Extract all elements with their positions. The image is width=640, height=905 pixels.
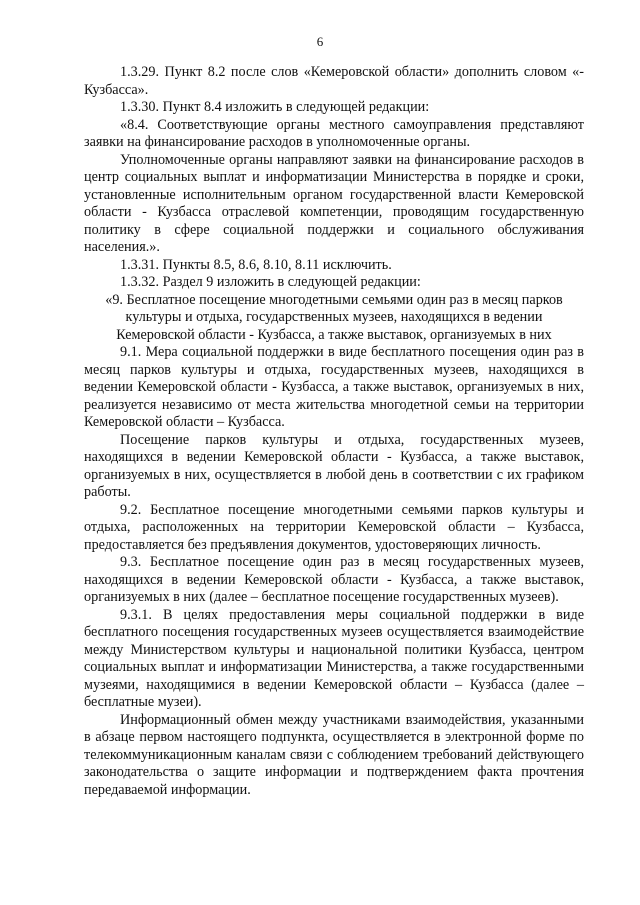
section-heading-line: культуры и отдыха, государственных музеев, находящихся в ведении (125, 309, 543, 325)
section-heading-line: «9. Бесплатное посещение многодетными семьями один раз в месяц парков (105, 291, 563, 308)
section-9-heading (84, 292, 584, 345)
paragraph-1-3-29: 1.3.29. Пункт 8.2 после слов «Кемеровской области» дополнить словом «- Кузбасса». (84, 64, 584, 98)
paragraph-information-exchange: Информационный обмен между участниками взаимодействия, указанными в абзаце первом настоящего подпункта, осуществляется в электронной форме по телекоммуникационным каналам связи с соблюдением требований действующего законодательства о защите информации и подтверждением факта прочтения передаваемой информации. (84, 711, 584, 798)
paragraph-9-3: 9.3. Бесплатное посещение один раз в месяц государственных музеев, находящихся в ведении Кемеровской области - Кузбасса, а также выставок, организуемых в них (далее – бесплатное посещение государственных музеев). (84, 554, 584, 605)
document-body (84, 64, 584, 799)
page-number: 6 (316, 34, 324, 49)
paragraph-9-3-1: 9.3.1. В целях предоставления меры социальной поддержки в виде бесплатного посещения государственных музеев осуществляется взаимодействие между Министерством культуры и национальной политики Кузбасса, центром социальных выплат и информатизации Министерства, а также государственными музеями, находящимися в ведении Кемеровской области – Кузбасса (далее – бесплатные музеи). (84, 606, 584, 710)
paragraph-1-3-31: 1.3.31. Пункты 8.5, 8.6, 8.10, 8.11 исключить. (120, 256, 392, 273)
paragraph-visit-schedule: Посещение парков культуры и отдыха, государственных музеев, находящихся в ведении Кемеровской области - Кузбасса, а также выставок, организуемых в них, осуществляется в любой день в соответствии с их графиком работы. (84, 431, 584, 500)
paragraph-9-2: 9.2. Бесплатное посещение многодетными семьями парков культуры и отдыха, расположенных на территории Кемеровской области – Кузбасса, предоставляется без предъявления документов, удостоверяющих личность. (84, 501, 584, 553)
paragraph-authorized-bodies: Уполномоченные органы направляют заявки на финансирование расходов в центр социальных выплат и информатизации Министерства в порядке и сроки, установленные исполнительным органом государственной власти Кемеровской области - Кузбасса отраслевой компетенции, проводящим государственную политику в сфере социальной поддержки и социального обслуживания населения.». (84, 151, 584, 255)
paragraph-1-3-30: 1.3.30. Пункт 8.4 изложить в следующей редакции: (120, 99, 430, 115)
paragraph-8-4: «8.4. Соответствующие органы местного самоуправления представляют заявки на финансирование расходов в уполномоченные органы. (84, 116, 584, 150)
section-heading-line: Кемеровской области - Кузбасса, а также выставок, организуемых в них (116, 326, 552, 343)
paragraph-9-1: 9.1. Мера социальной поддержки в виде бесплатного посещения один раз в месяц парков культуры и отдыха, государственных музеев, находящихся в ведении Кемеровской области - Кузбасса, а также выставок, организуемых в них, реализуется независимо от места жительства многодетной семьи на территории Кемеровской области – Кузбасса. (84, 344, 584, 430)
paragraph-1-3-32: 1.3.32. Раздел 9 изложить в следующей редакции: (120, 274, 421, 290)
